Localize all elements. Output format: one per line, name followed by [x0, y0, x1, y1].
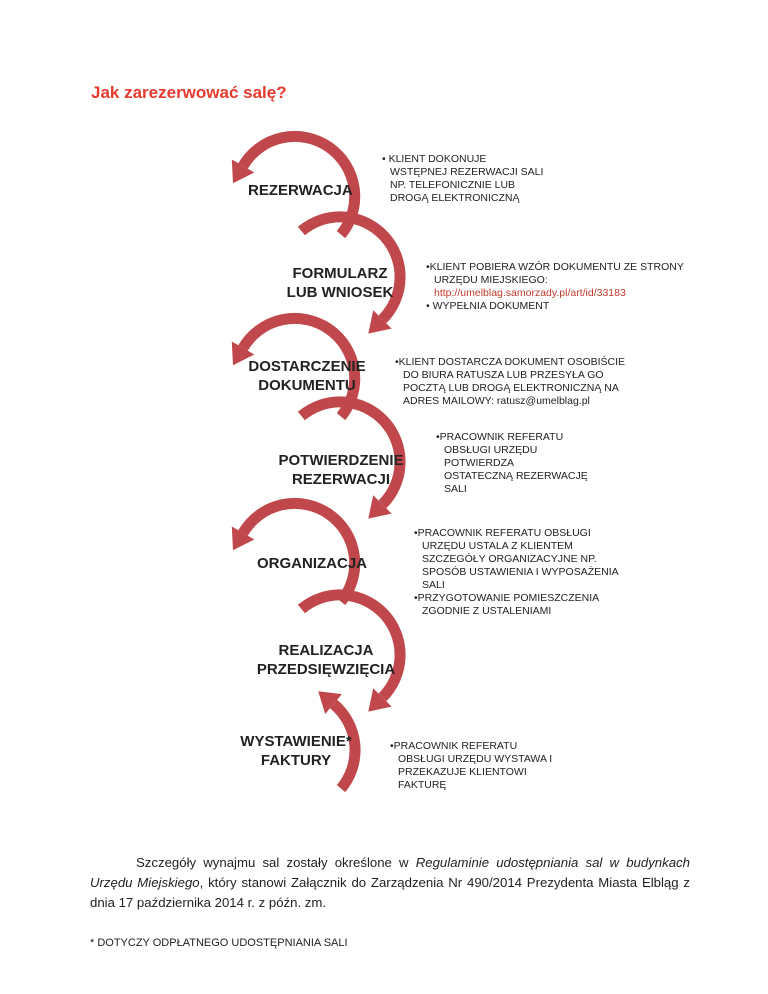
step-label-wystawienie: WYSTAWIENIE* FAKTURY	[240, 733, 352, 769]
note-wystawienie: •PRACOWNIK REFERATU OBSŁUGI URZĘDU WYSTAWA I PRZEKAZUJE KLIENTOWI FAKTURĘ	[390, 740, 553, 791]
note-potwierdzenie: •PRACOWNIK REFERATU OBSŁUGI URZĘDU POTWIERDZA OSTATECZNĄ REZERWACJĘ SALI	[436, 431, 588, 495]
document-template-link[interactable]: http://umelblag.samorzady.pl/art/id/33183	[434, 287, 626, 299]
note-organizacja: •PRACOWNIK REFERATU OBSŁUGI URZĘDU USTALA Z KLIENTEM SZCZEGÓŁY ORGANIZACYJNE NP. SPOSÓB USTAWIENIA I WYPOSAŻENIA SALI •PRZYGOTOWANIE POMIESZCZENIA ZGODNIE Z USTALENIAMI	[414, 527, 619, 617]
arrow-organizacja	[243, 503, 355, 601]
step-label-rezerwacja: REZERWACJA	[248, 182, 353, 199]
note-rezerwacja: • KLIENT DOKONUJE WSTĘPNEJ REZERWACJI SALI NP. TELEFONICZNIE LUB DROGĄ ELEKTRONICZNĄ	[382, 153, 544, 204]
regulations-title: Regulaminie udostępniania sal w budynkach Urzędu Miejskiego	[90, 855, 690, 890]
note-dostarczenie: •KLIENT DOSTARCZA DOKUMENT OSOBIŚCIE DO BIURA RATUSZA LUB PRZESYŁA GO POCZTĄ LUB DROGĄ ELEKTRONICZNĄ NA ADRES MAILOWY: ratusz@umelblag.pl	[395, 356, 626, 407]
step-label-realizacja: REALIZACJA PRZEDSIĘWZIĘCIA	[256, 642, 396, 678]
footnote: * DOTYCZY ODPŁATNEGO UDOSTĘPNIANIA SALI	[90, 937, 348, 949]
note-formularz: •KLIENT POBIERA WZÓR DOKUMENTU ZE STRONY URZĘDU MIEJSKIEGO: http://umelblag.samorzady.pl/art/id/33183 • WYPEŁNIA DOKUMENT	[426, 261, 684, 312]
regulations-paragraph: Szczegóły wynajmu sal zostały określone w Regulaminie udostępniania sal w budynkach Urzędu Miejskiego, który stanowi Załącznik do Zarządzenia Nr 490/2014 Prezydenta Miasta Elbląg z dnia 17 października 2014 r. z późn. zm.	[90, 855, 690, 910]
step-label-potwierdzenie: POTWIERDZENIE REZERWACJI	[278, 452, 404, 488]
step-label-dostarczenie: DOSTARCZENIE DOKUMENTU	[248, 358, 366, 394]
step-label-organizacja: ORGANIZACJA	[257, 555, 368, 572]
step-label-formularz: FORMULARZ LUB WNIOSEK	[286, 265, 394, 301]
page-title: Jak zarezerwować salę?	[91, 83, 287, 102]
